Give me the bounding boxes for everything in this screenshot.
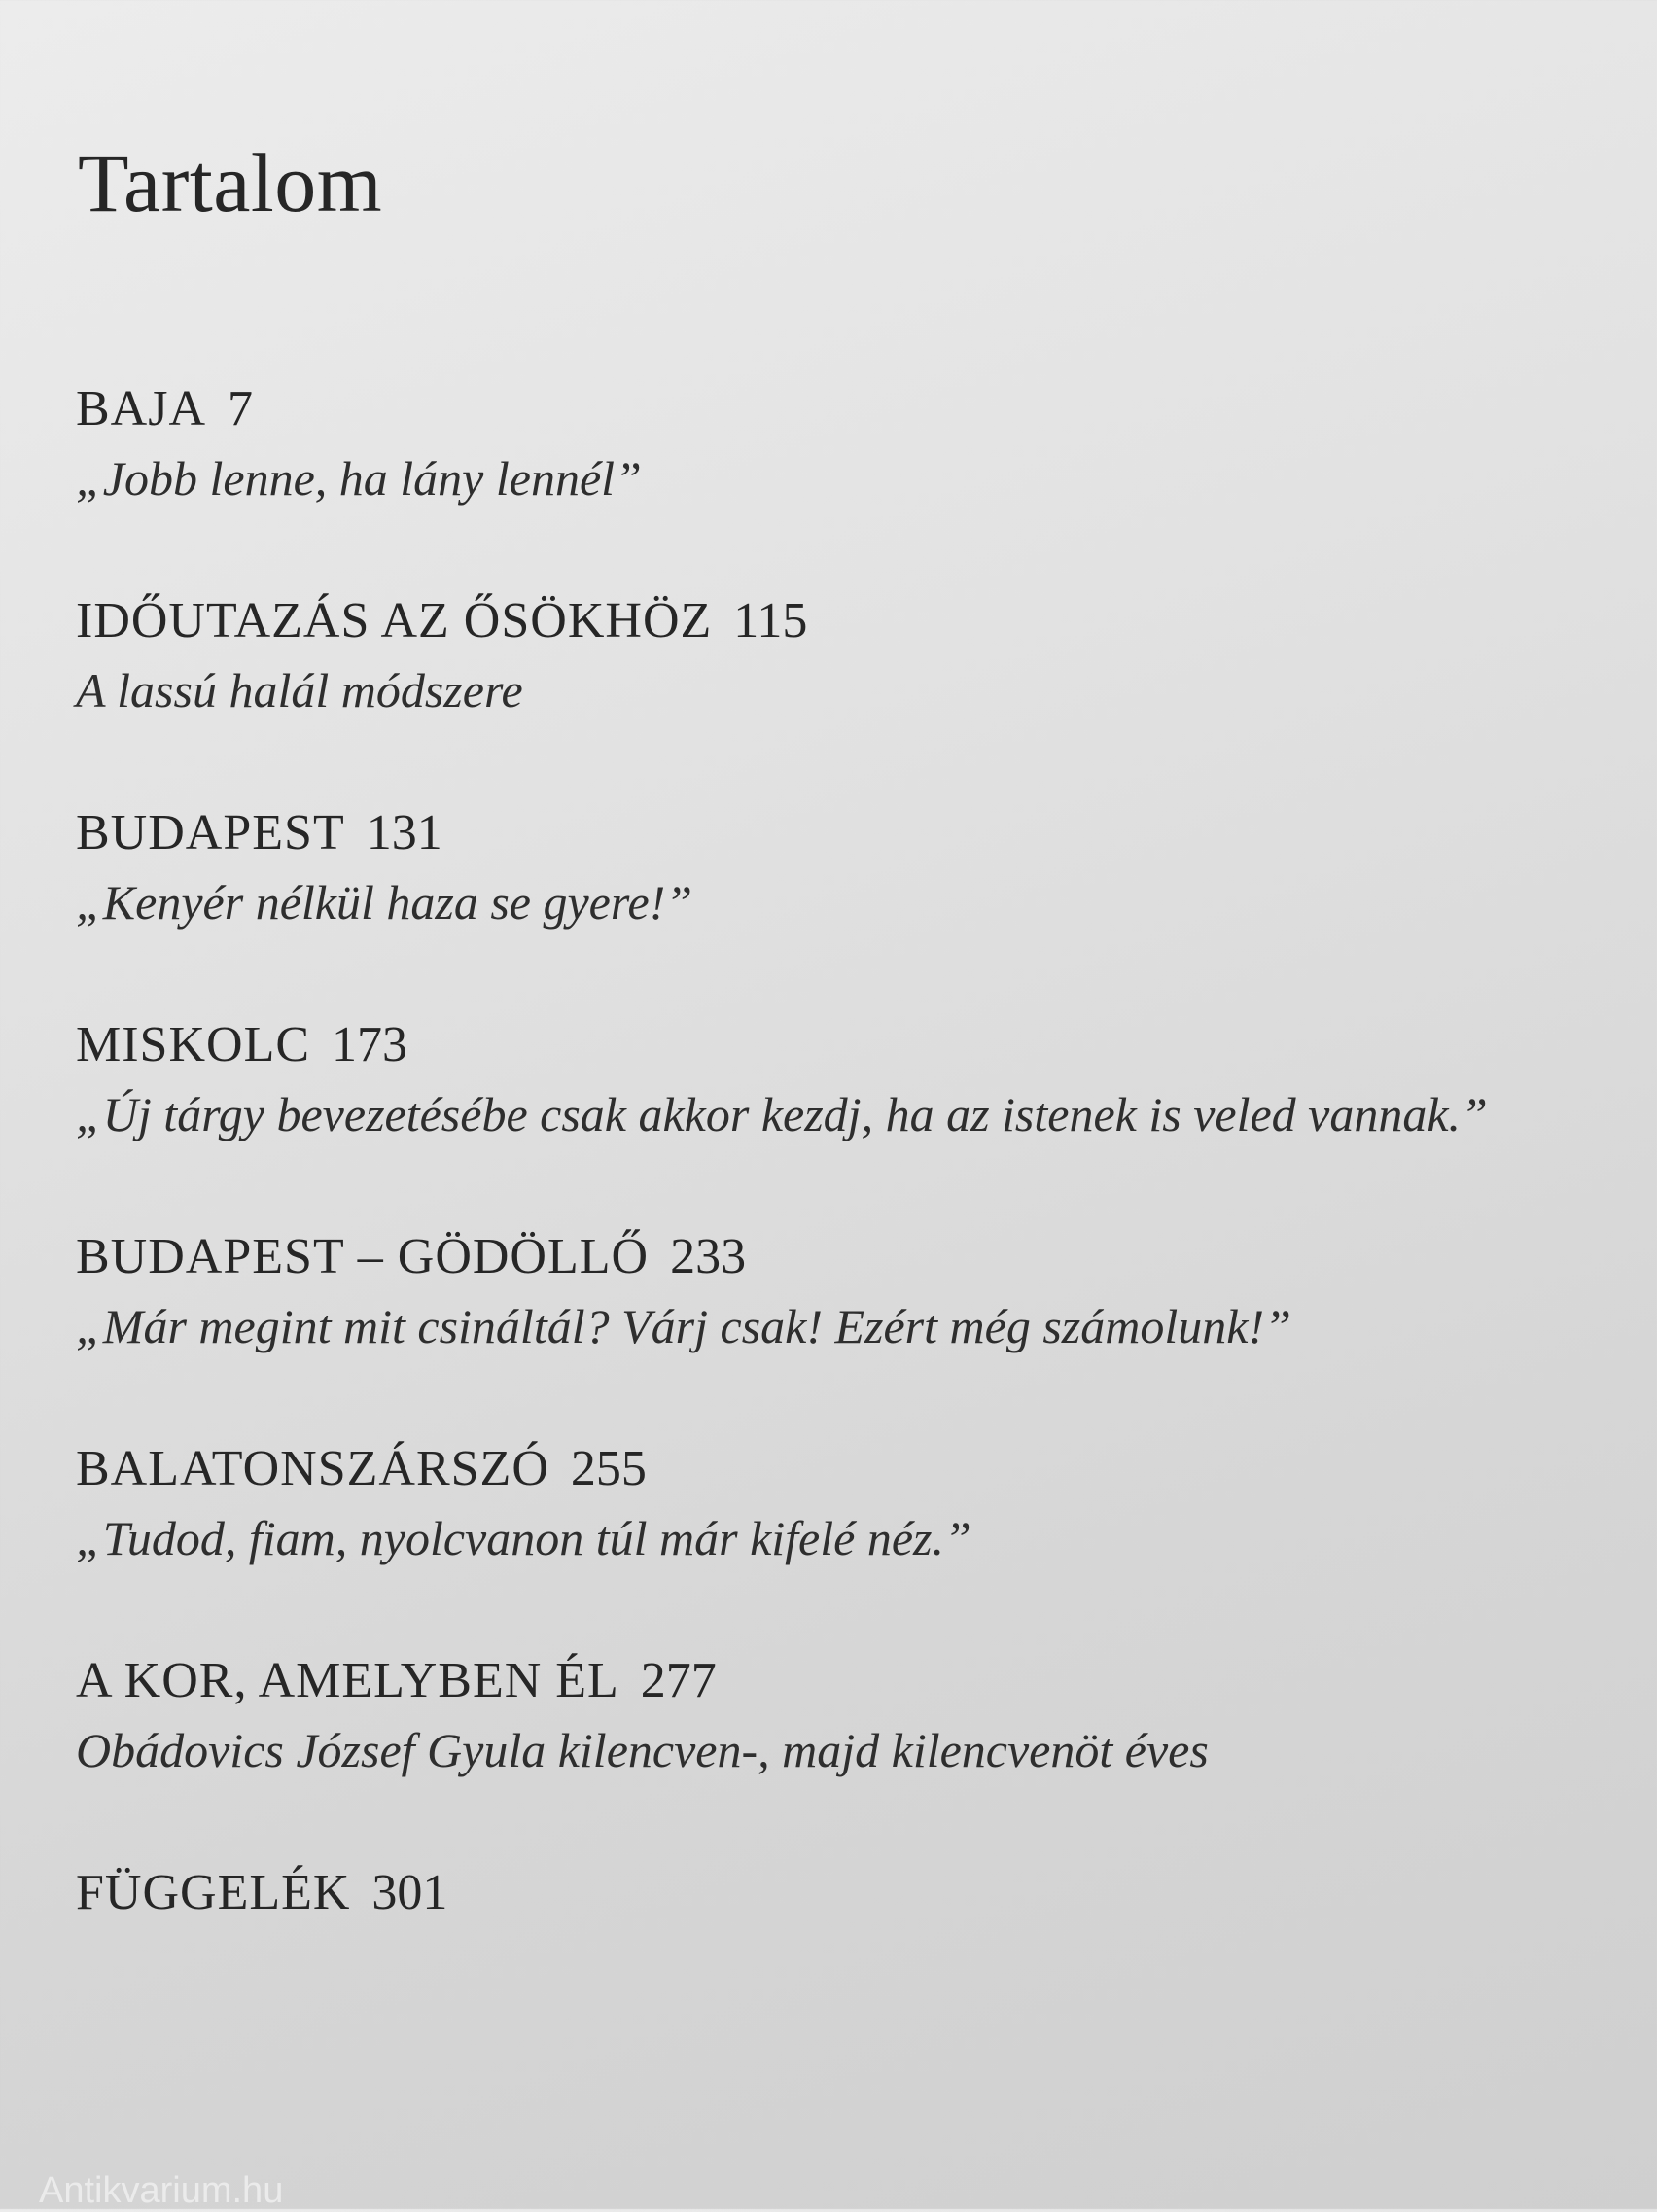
toc-heading-label: BALATONSZÁRSZÓ (76, 1441, 549, 1496)
toc-heading-label: BUDAPEST (76, 805, 345, 860)
toc-heading-label: BAJA (76, 381, 207, 437)
toc-subtitle: „Kenyér nélkül haza se gyere!” (76, 875, 693, 930)
toc-entry (76, 1858, 1593, 2070)
toc-subtitle: „Új tárgy bevezetésébe csak akkor kezdj, ha az istenek is veled vannak.” (76, 1087, 1488, 1141)
toc-entry (76, 374, 1593, 586)
toc-page-number: 131 (366, 805, 442, 860)
toc-heading (76, 1646, 1593, 1716)
toc-subtitle: Obádovics József Gyula kilencven-, majd kilencvenöt éves (76, 1723, 1209, 1777)
toc-heading-label: FÜGGELÉK (76, 1865, 351, 1920)
page-title: Tartalom (78, 136, 383, 229)
toc-page-number: 301 (371, 1865, 448, 1920)
toc-heading-label: IDŐUTAZÁS AZ ŐSÖKHÖZ (76, 593, 713, 649)
toc-heading (76, 1010, 1593, 1080)
table-of-contents (76, 374, 1593, 2070)
toc-heading (76, 586, 1593, 656)
toc-entry (76, 1010, 1593, 1222)
toc-entry (76, 1646, 1593, 1858)
toc-page-number: 115 (733, 593, 808, 649)
toc-heading (76, 1858, 1593, 1928)
toc-heading (76, 374, 1593, 444)
toc-subtitle: „Már megint mit csináltál? Várj csak! Ezért még számolunk!” (76, 1299, 1291, 1353)
toc-page-number: 277 (640, 1653, 717, 1708)
toc-subtitle: „Jobb lenne, ha lány lennél” (76, 451, 642, 506)
toc-heading-label: A KOR, AMELYBEN ÉL (76, 1653, 619, 1708)
toc-entry (76, 586, 1593, 798)
toc-entry (76, 1434, 1593, 1646)
toc-page-number: 173 (332, 1017, 408, 1072)
toc-page-number: 233 (670, 1229, 747, 1284)
toc-heading (76, 798, 1593, 868)
toc-entry (76, 1222, 1593, 1434)
toc-subtitle: „Tudod, fiam, nyolcvanon túl már kifelé néz.” (76, 1511, 971, 1565)
toc-heading-label: BUDAPEST – GÖDÖLLŐ (76, 1229, 650, 1284)
toc-subtitle: A lassú halál módszere (76, 663, 523, 718)
toc-heading-label: MISKOLC (76, 1017, 311, 1072)
toc-entry (76, 798, 1593, 1010)
toc-page-number: 255 (570, 1441, 647, 1496)
toc-heading (76, 1434, 1593, 1504)
toc-page-number: 7 (228, 381, 254, 437)
toc-heading (76, 1222, 1593, 1292)
watermark: Antikvarium.hu (39, 2170, 284, 2211)
